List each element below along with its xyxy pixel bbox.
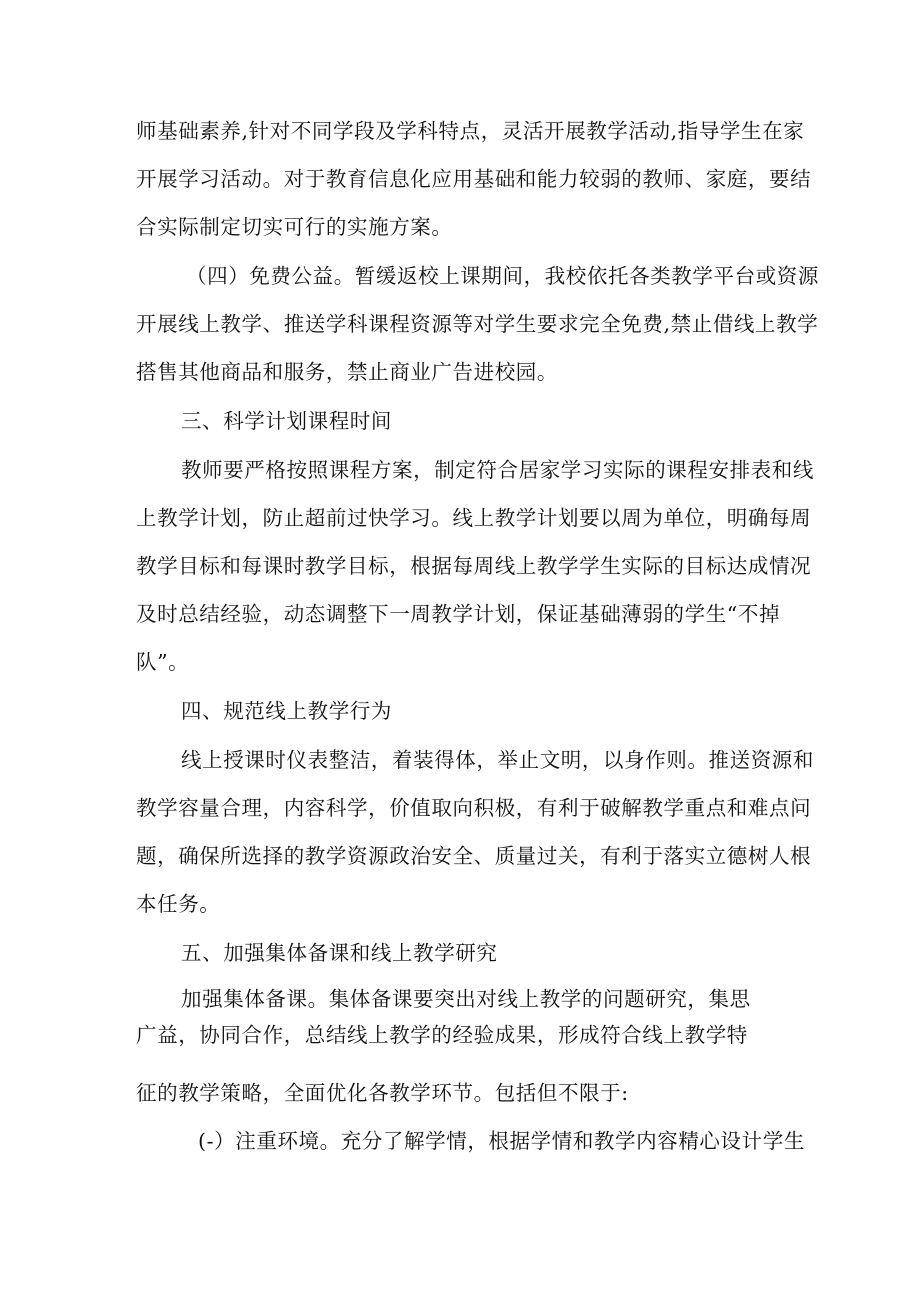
text-line: 师基础素养,针对不同学段及学科特点，灵活开展教学活动,指导学生在家 [136, 119, 805, 143]
text-line: 教师要严格按照课程方案，制定符合居家学习实际的课程安排表和线 [181, 458, 814, 482]
text-line: 及时总结经验，动态调整下一周教学计划，保证基础薄弱的学生“不掉 [136, 602, 781, 626]
text-line: 搭售其他商品和服务，禁止商业广告进校园。 [136, 360, 558, 384]
section-heading: 五、加强集体备课和线上教学研究 [181, 941, 498, 965]
text-line: 合实际制定切实可行的实施方案。 [136, 215, 453, 239]
text-line: 加强集体备课。集体备课要突出对线上教学的问题研究，集思 [181, 987, 751, 1011]
text-line: (-）注重环境。充分了解学情，根据学情和教学内容精心设计学生 [198, 1129, 805, 1153]
text-line: 开展线上教学、推送学科课程资源等对学生要求完全免费,禁止借线上教学 [136, 312, 819, 336]
section-heading: 三、科学计划课程时间 [181, 409, 392, 433]
text-line: 教学目标和每课时教学目标，根据每周线上教学学生实际的目标达成情况 [136, 554, 812, 578]
text-line: 开展学习活动。对于教育信息化应用基础和能力较弱的教师、家庭，要结 [136, 167, 812, 191]
text-line: 教学容量合理，内容科学，价值取向积极，有利于破解教学重点和难点问 [136, 796, 812, 820]
section-heading: 四、规范线上教学行为 [181, 699, 392, 723]
text-line: 题，确保所选择的教学资源政治安全、质量过关，有利于落实立德树人根 [136, 844, 812, 868]
text-line: 广益，协同合作，总结线上教学的经验成果，形成符合线上教学特 [136, 1023, 748, 1047]
text-line: 队”。 [136, 650, 190, 674]
text-line: （四）免费公益。暂缓返校上课期间，我校依托各类教学平台或资源 [186, 264, 819, 288]
text-line: 线上授课时仪表整洁，着装得体，举止文明，以身作则。推送资源和 [181, 748, 814, 772]
text-line: 本任务。 [136, 892, 221, 916]
text-line: 上教学计划，防止超前过快学习。线上教学计划要以周为单位，明确每周 [136, 506, 812, 530]
text-line: 征的教学策略，全面优化各教学环节。包括但不限于: [136, 1081, 629, 1105]
